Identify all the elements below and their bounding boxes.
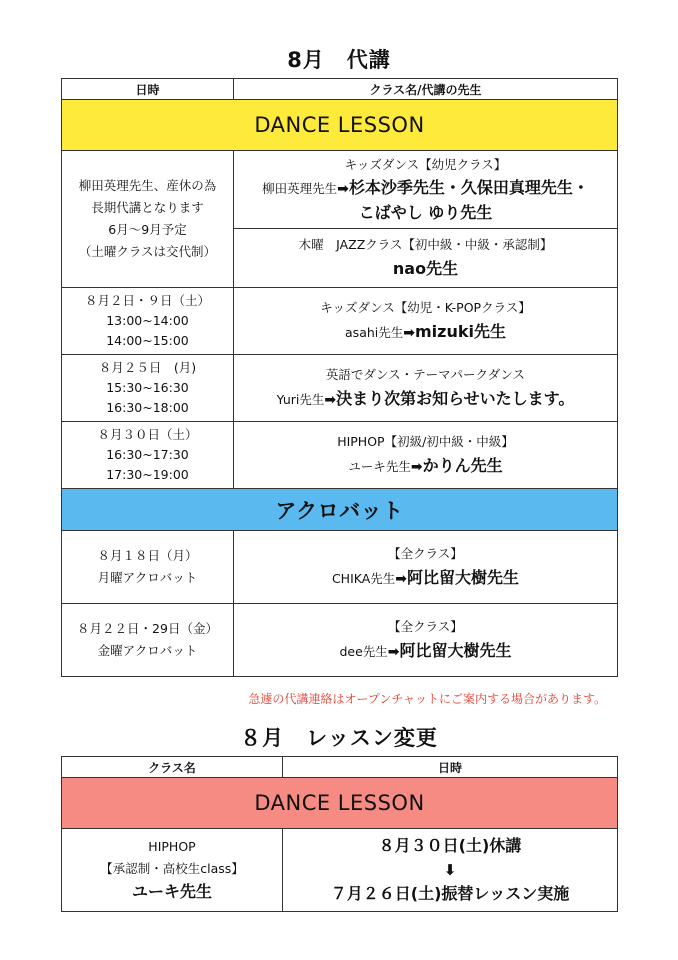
row4-line (234, 453, 617, 480)
row2-date-line: 13:00~14:00 (106, 313, 189, 328)
row4-to: かりん先生 (422, 455, 503, 475)
row6-date-line: 金曜アクロバット (97, 643, 198, 658)
row1-a-line (234, 176, 617, 201)
row6-to: 阿比留大樹先生 (399, 640, 512, 660)
row5-line (234, 565, 617, 592)
row4-date-line: 17:30~19:00 (106, 467, 189, 482)
arrow-icon: ➡ (395, 570, 408, 587)
arrow-icon: ➡ (337, 181, 349, 197)
header-date-time: 日時 (283, 757, 618, 778)
row1-a-from: 柳田英理先生 (262, 181, 338, 196)
header-class: クラス名/代講の先生 (234, 79, 618, 100)
row5-to: 阿比留大樹先生 (407, 567, 520, 587)
row6-date-line: ８月２２日・29日（金） (77, 621, 218, 636)
row6-date (62, 604, 234, 677)
row1-cell-b (234, 229, 618, 288)
row3-class: 英語でダンス・テーマパークダンス (325, 366, 526, 382)
lesson-change-table (61, 756, 618, 912)
change-class-line: HIPHOP (148, 839, 196, 854)
row3-cell (234, 355, 618, 422)
row3-from: Yuri先生 (276, 391, 325, 407)
arrow-icon: ➡ (387, 643, 400, 660)
change-teacher: ユーキ先生 (131, 882, 212, 901)
title-substitute: 8月 代講 (287, 48, 391, 72)
row5-class: 【全クラス】 (388, 545, 463, 561)
row5-cell (234, 531, 618, 604)
row2-cell (234, 288, 618, 355)
row1-cell-a (234, 151, 618, 229)
row1-a-to1: 杉本沙季先生・久保田真理先生・ (348, 178, 589, 197)
row2-to: mizuki先生 (414, 321, 506, 341)
row1-date-line: 6月〜9月予定 (108, 222, 187, 237)
change-class-cell (62, 829, 283, 912)
substitute-table (61, 78, 618, 677)
band-acrobat: アクロバット (62, 489, 618, 531)
notice-text: 急遽の代講連絡はオープンチャットにご案内する場合があります。 (248, 692, 606, 706)
band-dance-lesson-2: DANCE LESSON (62, 778, 618, 829)
arrow-icon: ➡ (324, 391, 337, 408)
row3-date (62, 355, 234, 422)
change-class-line: 【承認制・高校生class】 (100, 861, 244, 876)
row2-date-line: ８月２日・９日（土） (84, 293, 210, 308)
title-lesson-change: ８月 レッスン変更 (240, 726, 438, 750)
header-date: 日時 (62, 79, 234, 100)
band-dance-lesson: DANCE LESSON (62, 100, 618, 151)
change-date-cell (283, 829, 618, 912)
row3-line (234, 386, 617, 413)
row1-b-to: nao先生 (392, 259, 459, 278)
row2-line (234, 319, 617, 346)
row6-class: 【全クラス】 (388, 618, 463, 634)
row4-from: ユーキ先生 (348, 458, 411, 474)
row2-class: キッズダンス【幼児・K-POPクラス】 (320, 299, 531, 315)
row5-date-line: ８月１８日（月） (97, 548, 198, 563)
arrow-icon: ➡ (410, 458, 423, 475)
row6-from: dee先生 (339, 643, 388, 659)
row1-b-class: 木曜 JAZZクラス【初中級・中級・承認制】 (298, 237, 553, 252)
change-makeup: ７月２６日(土)振替レッスン実施 (330, 884, 570, 903)
row2-from: asahi先生 (345, 324, 404, 340)
row2-date-line: 14:00~15:00 (106, 333, 189, 348)
row5-date-line: 月曜アクロバット (97, 570, 198, 585)
row1-date-line: （土曜クラスは交代制） (78, 244, 217, 259)
row5-date (62, 531, 234, 604)
header-class-name: クラス名 (62, 757, 283, 778)
row3-date-line: ８月２５日 (月) (98, 360, 197, 375)
arrow-icon: ➡ (403, 324, 415, 341)
down-arrow-icon: ⬇ (443, 861, 457, 879)
row4-date (62, 422, 234, 489)
row5-from: CHIKA先生 (331, 570, 396, 586)
row3-date-line: 16:30~18:00 (106, 400, 189, 415)
row6-line (234, 638, 617, 665)
row4-class: HIPHOP【初級/初中級・中級】 (337, 433, 514, 449)
row2-date (62, 288, 234, 355)
row3-date-line: 15:30~16:30 (106, 380, 189, 395)
row4-cell (234, 422, 618, 489)
row6-cell (234, 604, 618, 677)
row4-date-line: ８月３０日（土） (97, 427, 198, 442)
row4-date-line: 16:30~17:30 (106, 447, 189, 462)
change-cancel: ８月３０日(土)休講 (378, 836, 522, 855)
row1-date (62, 151, 234, 288)
row1-a-to2: こばやし ゆり先生 (358, 203, 493, 222)
row1-a-class: キッズダンス【幼児クラス】 (344, 157, 507, 172)
row1-date-line: 長期代講となります (91, 200, 204, 215)
row3-to: 決まり次第お知らせいたします。 (336, 388, 575, 408)
row1-date-line: 柳田英理先生、産休の為 (78, 178, 217, 193)
